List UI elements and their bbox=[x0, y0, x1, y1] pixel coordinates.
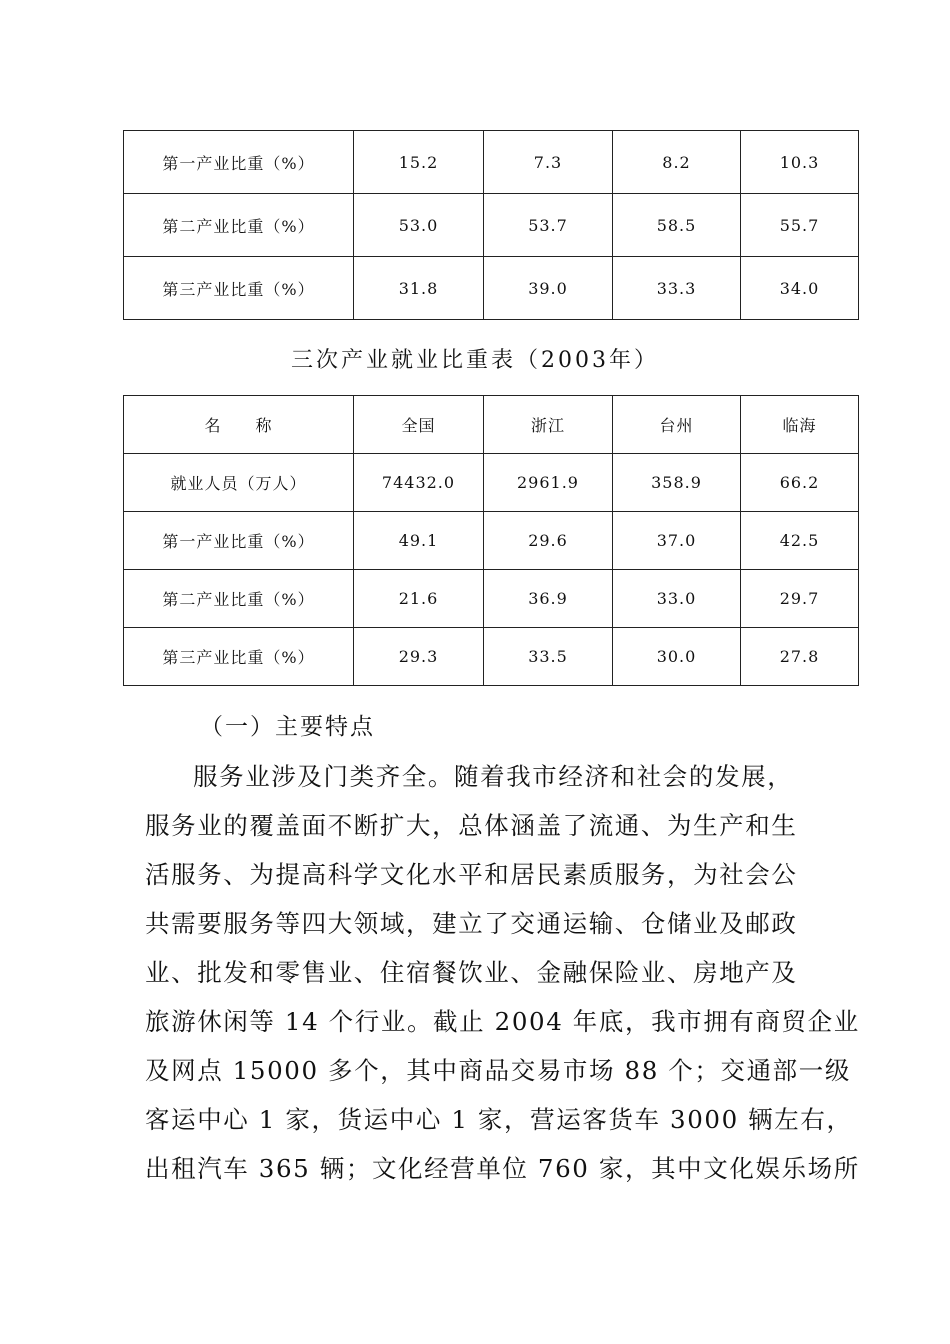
paragraph-line: 出租汽车 365 辆；文化经营单位 760 家，其中文化娱乐场所 bbox=[145, 1154, 860, 1183]
cell-taizhou: 358.9 bbox=[613, 454, 741, 512]
paragraph-line: 客运中心 1 家，货运中心 1 家，营运客货车 3000 辆左右， bbox=[145, 1105, 853, 1134]
cell-national: 21.6 bbox=[354, 570, 484, 628]
cell-taizhou: 33.0 bbox=[613, 570, 741, 628]
cell-taizhou: 33.3 bbox=[613, 257, 741, 320]
table-header-row bbox=[124, 396, 859, 454]
cell-taizhou: 8.2 bbox=[613, 131, 741, 194]
row-label: 第一产业比重（%） bbox=[124, 131, 354, 194]
paragraph-line: 活服务、为提高科学文化水平和居民素质服务，为社会公 bbox=[145, 860, 798, 889]
header-national: 全国 bbox=[354, 396, 484, 454]
table-row bbox=[124, 512, 859, 570]
row-label: 第三产业比重（%） bbox=[124, 628, 354, 686]
header-taizhou: 台州 bbox=[613, 396, 741, 454]
row-label: 就业人员（万人） bbox=[124, 454, 354, 512]
cell-zhejiang: 29.6 bbox=[484, 512, 613, 570]
cell-national: 74432.0 bbox=[354, 454, 484, 512]
row-label: 第一产业比重（%） bbox=[124, 512, 354, 570]
cell-linhai: 66.2 bbox=[741, 454, 859, 512]
table-row bbox=[124, 570, 859, 628]
paragraph-line: 旅游休闲等 14 个行业。截止 2004 年底，我市拥有商贸企业 bbox=[145, 1007, 860, 1036]
header-linhai: 临海 bbox=[741, 396, 859, 454]
table-row bbox=[124, 131, 859, 194]
cell-linhai: 42.5 bbox=[741, 512, 859, 570]
cell-linhai: 34.0 bbox=[741, 257, 859, 320]
cell-taizhou: 30.0 bbox=[613, 628, 741, 686]
cell-national: 15.2 bbox=[354, 131, 484, 194]
row-label: 第三产业比重（%） bbox=[124, 257, 354, 320]
cell-zhejiang: 36.9 bbox=[484, 570, 613, 628]
table-row bbox=[124, 628, 859, 686]
table-row bbox=[124, 257, 859, 320]
cell-taizhou: 37.0 bbox=[613, 512, 741, 570]
cell-taizhou: 58.5 bbox=[613, 194, 741, 257]
row-label: 第二产业比重（%） bbox=[124, 194, 354, 257]
row-label: 第二产业比重（%） bbox=[124, 570, 354, 628]
paragraph-line: 服务业涉及门类齐全。随着我市经济和社会的发展， bbox=[193, 762, 794, 791]
cell-zhejiang: 7.3 bbox=[484, 131, 613, 194]
cell-national: 31.8 bbox=[354, 257, 484, 320]
cell-zhejiang: 53.7 bbox=[484, 194, 613, 257]
paragraph-line: 服务业的覆盖面不断扩大，总体涵盖了流通、为生产和生 bbox=[145, 811, 798, 840]
cell-national: 53.0 bbox=[354, 194, 484, 257]
cell-national: 49.1 bbox=[354, 512, 484, 570]
cell-zhejiang: 2961.9 bbox=[484, 454, 613, 512]
paragraph-line: 业、批发和零售业、住宿餐饮业、金融保险业、房地产及 bbox=[145, 958, 798, 987]
body-paragraph bbox=[145, 752, 860, 1193]
cell-zhejiang: 39.0 bbox=[484, 257, 613, 320]
cell-national: 29.3 bbox=[354, 628, 484, 686]
header-name: 名 称 bbox=[124, 396, 354, 454]
cell-zhejiang: 33.5 bbox=[484, 628, 613, 686]
paragraph-line: 及网点 15000 多个，其中商品交易市场 88 个；交通部一级 bbox=[145, 1056, 851, 1085]
cell-linhai: 27.8 bbox=[741, 628, 859, 686]
cell-linhai: 10.3 bbox=[741, 131, 859, 194]
employment-share-table bbox=[123, 395, 859, 686]
cell-linhai: 55.7 bbox=[741, 194, 859, 257]
employment-table-title: 三次产业就业比重表（2003年） bbox=[291, 348, 659, 373]
industry-share-table-continued bbox=[123, 130, 859, 320]
cell-linhai: 29.7 bbox=[741, 570, 859, 628]
header-zhejiang: 浙江 bbox=[484, 396, 613, 454]
table-row bbox=[124, 454, 859, 512]
paragraph-line: 共需要服务等四大领域，建立了交通运输、仓储业及邮政 bbox=[145, 909, 798, 938]
section-heading: （一）主要特点 bbox=[200, 714, 375, 740]
table-row bbox=[124, 194, 859, 257]
